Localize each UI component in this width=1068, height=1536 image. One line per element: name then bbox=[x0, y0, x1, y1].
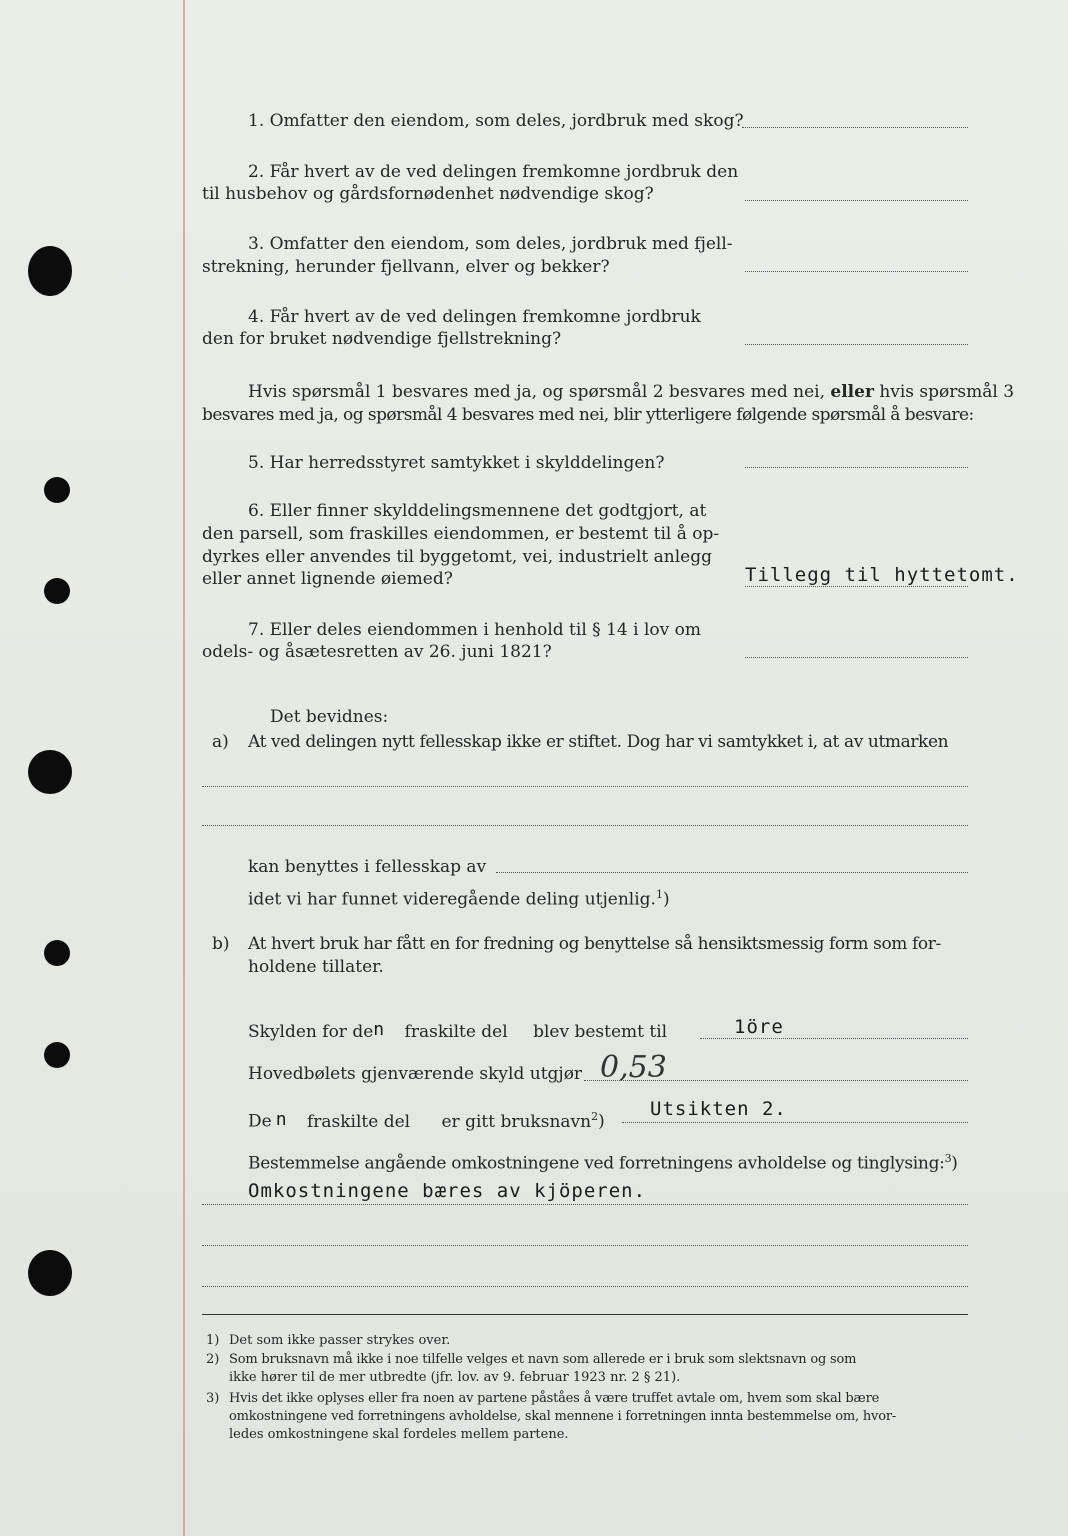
question-4-line1: 4. Får hvert av de ved delingen fremkomne jordbruk bbox=[248, 307, 701, 327]
hovedbol-label: Hovedbølets gjenværende skyld utgjør bbox=[248, 1064, 583, 1084]
answer-line-7 bbox=[745, 657, 968, 658]
question-2-line2: til husbehov og gårdsfornødenhet nødvendige skog? bbox=[202, 184, 654, 204]
bevidnes-b-line1: At hvert bruk har fått en for fredning og benyttelse så hensiktsmessig form som for- bbox=[248, 934, 941, 954]
punch-hole bbox=[44, 477, 70, 503]
question-6-line1: 6. Eller finner skylddelingsmennene det godtgjort, at bbox=[248, 501, 707, 521]
bestemmelse-answer: Omkostningene bæres av kjöperen. bbox=[248, 1180, 647, 1202]
footnote-1-mark: 1) bbox=[206, 1333, 220, 1348]
bestemmelse-paren: ) bbox=[951, 1153, 958, 1174]
footnote-2-mark: 2) bbox=[206, 1352, 220, 1367]
footnote-separator bbox=[202, 1314, 968, 1315]
conditional-text-b: hvis spørsmål 3 bbox=[879, 382, 1015, 402]
bestemmelse-line3 bbox=[202, 1286, 968, 1287]
answer-line-2 bbox=[745, 200, 968, 201]
bevidnes-heading: Det bevidnes: bbox=[270, 707, 389, 727]
punch-hole bbox=[28, 750, 72, 794]
skyld-n: n bbox=[373, 1019, 386, 1040]
answer-line-1 bbox=[742, 127, 968, 128]
skyld-value: 1öre bbox=[734, 1016, 784, 1038]
skyld-fraskilte: fraskilte del bbox=[404, 1022, 508, 1042]
bevidnes-a-label: a) bbox=[212, 732, 229, 752]
bruksnavn-gitt: er gitt bruksnavn bbox=[441, 1111, 592, 1132]
footnote-ref-3: 3 bbox=[944, 1152, 952, 1165]
footnote-ref-1: 1 bbox=[655, 888, 663, 901]
idet-text: idet vi har funnet videregående deling utjenlig.$^1$) bbox=[248, 888, 670, 910]
question-6-answer: Tillegg til hyttetomt. bbox=[745, 564, 1019, 586]
punch-hole bbox=[28, 246, 72, 296]
bevidnes-b-line2: holdene tillater. bbox=[248, 957, 384, 977]
bestemmelse-line1 bbox=[202, 1204, 968, 1205]
bruksnavn-n: n bbox=[275, 1108, 288, 1130]
blank-line-a1 bbox=[202, 786, 968, 787]
footnote-2-line1: Som bruksnavn må ikke i noe tilfelle velges et navn som allerede er i bruk som slektsnavn og som bbox=[229, 1352, 857, 1367]
question-7-line1: 7. Eller deles eiendommen i henhold til § 14 i lov om bbox=[248, 620, 701, 640]
fellesskap-line bbox=[496, 872, 968, 873]
bruksnavn-line bbox=[248, 1106, 605, 1133]
punch-hole bbox=[28, 1250, 72, 1296]
footnote-3-line3: ledes omkostningene skal fordeles mellem partene. bbox=[229, 1427, 569, 1442]
hovedbol-value: 0,53 bbox=[600, 1050, 667, 1085]
question-7-line2: odels- og åsætesretten av 26. juni 1821? bbox=[202, 642, 552, 662]
bevidnes-b-label: b) bbox=[212, 934, 230, 954]
bruksnavn-line-blank bbox=[622, 1122, 968, 1123]
skyld-bestemt: blev bestemt til bbox=[533, 1022, 668, 1042]
punch-hole bbox=[44, 1042, 70, 1068]
answer-line-3 bbox=[745, 271, 968, 272]
idet-sentence: idet vi har funnet videregående deling utjenlig. bbox=[248, 889, 656, 910]
conditional-bold-eller: eller bbox=[830, 382, 874, 402]
footnote-3-mark: 3) bbox=[206, 1391, 220, 1406]
skyld-line bbox=[248, 1021, 667, 1043]
question-1: 1. Omfatter den eiendom, som deles, jordbruk med skog? bbox=[248, 111, 744, 131]
question-5: 5. Har herredsstyret samtykket i skylddelingen? bbox=[248, 453, 665, 473]
bruksnavn-fraskilte: fraskilte del bbox=[306, 1111, 411, 1132]
answer-line-4 bbox=[745, 344, 968, 345]
footnote-3-line1: Hvis det ikke oplyses eller fra noen av partene påståes å være truffet avtale om, hvem som skal bære bbox=[229, 1391, 880, 1406]
question-6-line3: dyrkes eller anvendes til byggetomt, vei, industrielt anlegg bbox=[202, 547, 712, 567]
answer-line-5 bbox=[745, 467, 968, 468]
question-2-line1: 2. Får hvert av de ved delingen fremkomne jordbruk den bbox=[248, 162, 739, 182]
footnote-1-line1: Det som ikke passer strykes over. bbox=[229, 1333, 451, 1348]
question-4-line2: den for bruket nødvendige fjellstrekning? bbox=[202, 329, 562, 349]
bestemmelse-line bbox=[248, 1148, 958, 1175]
question-6-line4: eller annet lignende øiemed? bbox=[202, 569, 453, 589]
fellesskap-label: kan benyttes i fellesskap av bbox=[248, 857, 487, 877]
conditional-line1 bbox=[248, 381, 1014, 403]
bruksnavn-paren: ) bbox=[598, 1111, 605, 1132]
footnote-2-line2: ikke hører til de mer utbredte (jfr. lov. av 9. februar 1923 nr. 2 § 21). bbox=[229, 1370, 681, 1385]
question-6-line2: den parsell, som fraskilles eiendommen, er bestemt til å op- bbox=[202, 524, 720, 544]
question-3-line2: strekning, herunder fjellvann, elver og bekker? bbox=[202, 257, 610, 277]
bestemmelse-text: Bestemmelse angående omkostningene ved forretningens avholdelse og tinglysing: bbox=[248, 1153, 945, 1174]
punch-hole bbox=[44, 940, 70, 966]
hovedbol-line bbox=[584, 1080, 968, 1081]
bruksnavn-value: Utsikten 2. bbox=[650, 1098, 787, 1120]
question-3-line1: 3. Omfatter den eiendom, som deles, jordbruk med fjell- bbox=[248, 234, 733, 254]
answer-line-6 bbox=[745, 586, 968, 587]
skyld-prefix: Skylden for de bbox=[248, 1022, 374, 1042]
punch-hole bbox=[44, 578, 70, 604]
blank-line-a2 bbox=[202, 825, 968, 826]
footnote-ref-2: 2 bbox=[591, 1110, 599, 1123]
red-margin-line bbox=[183, 0, 185, 1536]
conditional-line2: besvares med ja, og spørsmål 4 besvares med nei, blir ytterligere følgende spørsmål å besvare: bbox=[202, 405, 974, 425]
bruksnavn-de: De bbox=[248, 1111, 272, 1132]
conditional-text-a: Hvis spørsmål 1 besvares med ja, og spørsmål 2 besvares med nei, bbox=[248, 382, 825, 402]
footnote-3-line2: omkostningene ved forretningens avholdelse, skal mennene i forretningen innta bestemmelse om, hvor- bbox=[229, 1409, 897, 1424]
bevidnes-a-text: At ved delingen nytt fellesskap ikke er stiftet. Dog har vi samtykket i, at av utmarken bbox=[248, 732, 949, 752]
skyld-line-blank bbox=[700, 1038, 968, 1039]
bestemmelse-line2 bbox=[202, 1245, 968, 1246]
